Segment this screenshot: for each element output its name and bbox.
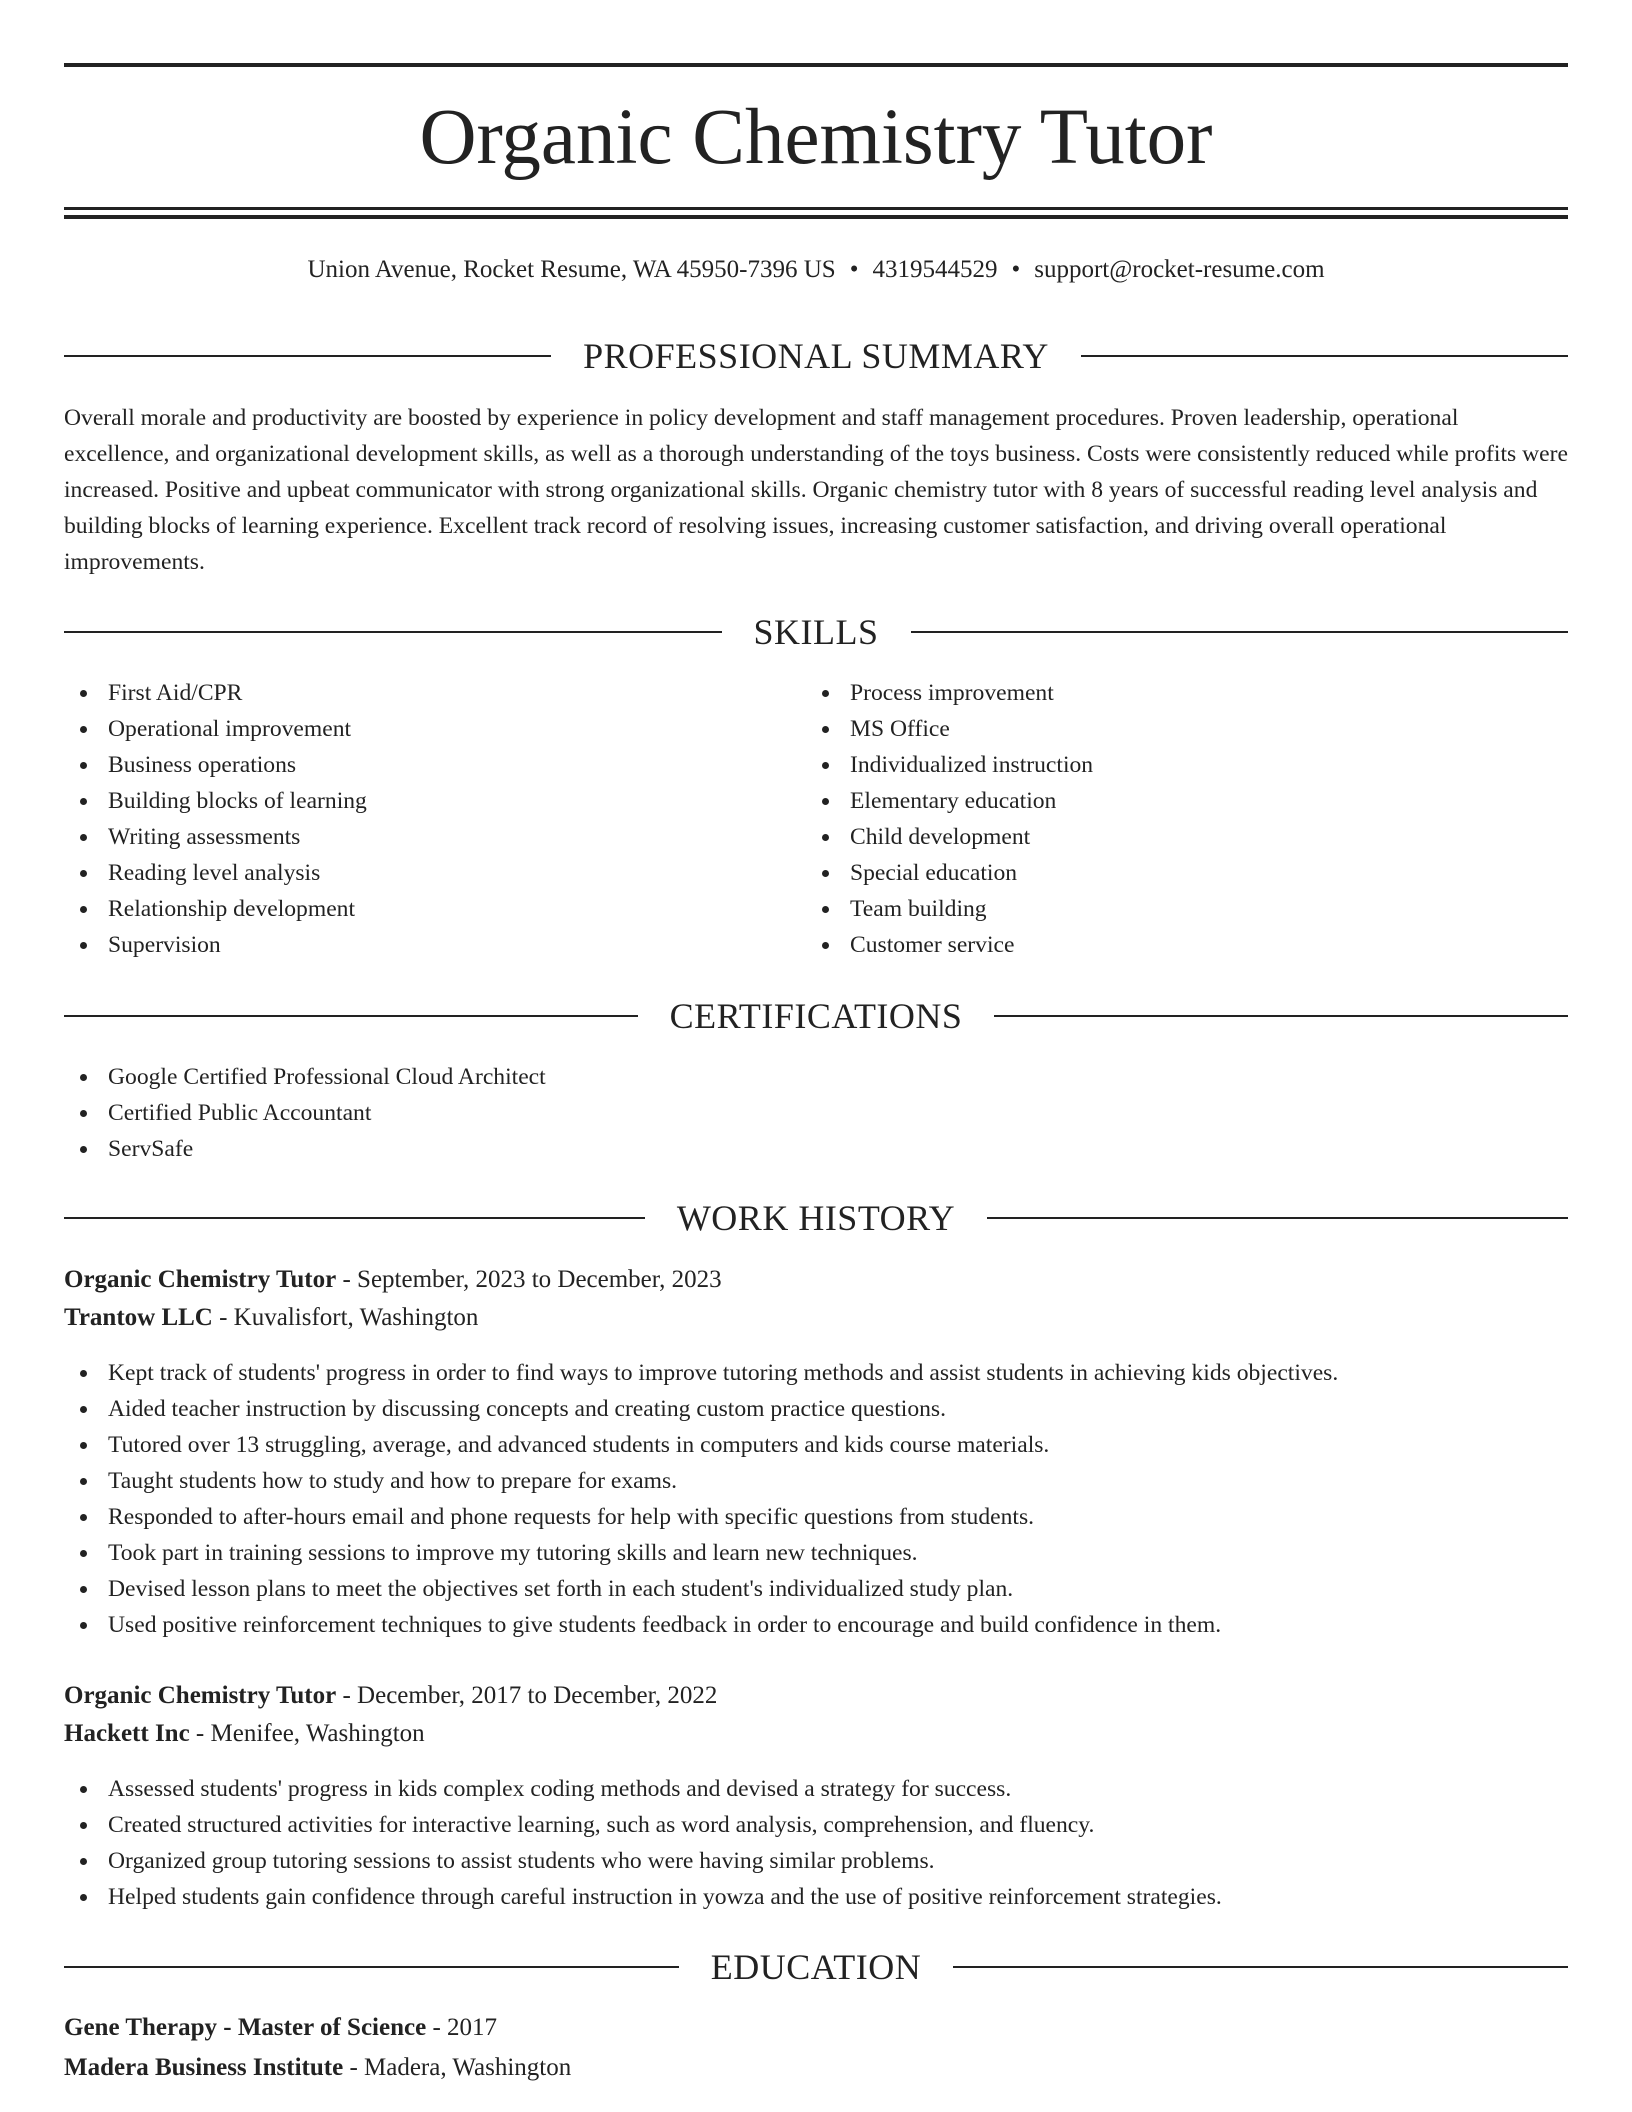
job-bullets xyxy=(64,1355,1568,1643)
certification-item: Certified Public Accountant xyxy=(64,1095,1568,1131)
heading-rule-left xyxy=(64,1966,679,1968)
job-bullet: Used positive reinforcement techniques to give students feedback in order to encourage and build confidence in them. xyxy=(64,1607,1568,1643)
job-bullet: Kept track of students' progress in order to find ways to improve tutoring methods and assist students in achieving kids objectives. xyxy=(64,1355,1568,1391)
skill-item: Relationship development xyxy=(64,891,804,927)
job-location: - Menifee, Washington xyxy=(189,1720,425,1747)
job-bullet: Helped students gain confidence through careful instruction in yowza and the use of positive reinforcement strategies. xyxy=(64,1879,1568,1915)
summary-heading xyxy=(64,334,1568,378)
heading-rule-right xyxy=(994,1015,1568,1017)
job-bullet: Devised lesson plans to meet the objectives set forth in each student's individualized study plan. xyxy=(64,1571,1568,1607)
skills-list-left xyxy=(64,675,804,963)
heading-rule-right xyxy=(911,631,1569,633)
skill-item: Reading level analysis xyxy=(64,855,804,891)
contact-separator: • xyxy=(849,256,859,283)
education-location: - Madera, Washington xyxy=(343,2054,572,2081)
work-history-heading xyxy=(64,1196,1568,1240)
heading-rule-left xyxy=(64,1015,638,1017)
contact-line xyxy=(64,253,1568,287)
job-dates: - September, 2023 to December, 2023 xyxy=(336,1266,722,1293)
job-bullet: Assessed students' progress in kids complex coding methods and devised a strategy for success. xyxy=(64,1771,1568,1807)
job-bullet: Organized group tutoring sessions to assist students who were having similar problems. xyxy=(64,1843,1568,1879)
contact-email: support@rocket-resume.com xyxy=(1034,256,1325,283)
contact-address: Union Avenue, Rocket Resume, WA 45950-7396 US xyxy=(307,256,836,283)
job-bullet: Taught students how to study and how to prepare for exams. xyxy=(64,1463,1568,1499)
education-school: Madera Business Institute xyxy=(64,2054,344,2081)
job-company: Hackett Inc xyxy=(64,1720,190,1747)
skill-item: Team building xyxy=(806,891,1566,927)
skill-item: Special education xyxy=(806,855,1566,891)
page-title: Organic Chemistry Tutor xyxy=(419,94,1213,181)
job-bullets xyxy=(64,1771,1568,1915)
skill-item: Individualized instruction xyxy=(806,747,1566,783)
heading-rule-left xyxy=(64,355,551,357)
skills-list-right xyxy=(806,675,1566,963)
heading-rule-left xyxy=(64,631,722,633)
heading-rule-right xyxy=(1081,355,1568,357)
skill-item: Customer service xyxy=(806,927,1566,963)
certifications-heading xyxy=(64,994,1568,1038)
job-dates: - December, 2017 to December, 2022 xyxy=(336,1682,718,1709)
job-bullet: Tutored over 13 struggling, average, and advanced students in computers and kids course materials. xyxy=(64,1427,1568,1463)
heading-rule-left xyxy=(64,1217,645,1219)
skill-item: Business operations xyxy=(64,747,804,783)
section-title: CERTIFICATIONS xyxy=(669,996,963,1036)
job-title-line xyxy=(64,1678,717,1714)
job-title: Organic Chemistry Tutor xyxy=(64,1266,337,1293)
job-company-line xyxy=(64,1716,425,1752)
section-title: WORK HISTORY xyxy=(676,1198,956,1238)
job-bullet: Aided teacher instruction by discussing concepts and creating custom practice questions. xyxy=(64,1391,1568,1427)
job-title: Organic Chemistry Tutor xyxy=(64,1682,337,1709)
skills-heading xyxy=(64,610,1568,654)
skill-item: Supervision xyxy=(64,927,804,963)
certification-item: Google Certified Professional Cloud Architect xyxy=(64,1059,1568,1095)
top-rule xyxy=(64,63,1568,67)
section-title: PROFESSIONAL SUMMARY xyxy=(583,336,1049,376)
job-location: - Kuvalisfort, Washington xyxy=(212,1304,479,1331)
contact-phone: 4319544529 xyxy=(872,256,998,283)
skill-item: Writing assessments xyxy=(64,819,804,855)
heading-rule-right xyxy=(953,1966,1568,1968)
title-double-rule xyxy=(64,207,1568,219)
job-bullet: Took part in training sessions to improve my tutoring skills and learn new techniques. xyxy=(64,1535,1568,1571)
skill-item: Child development xyxy=(806,819,1566,855)
job-company: Trantow LLC xyxy=(64,1304,213,1331)
skill-item: Operational improvement xyxy=(64,711,804,747)
certifications-list xyxy=(64,1059,1568,1167)
contact-separator: • xyxy=(1011,256,1021,283)
education-year: - 2017 xyxy=(426,2014,498,2041)
job-bullet: Created structured activities for interactive learning, such as word analysis, comprehension, and fluency. xyxy=(64,1807,1568,1843)
skill-item: Elementary education xyxy=(806,783,1566,819)
skill-item: Building blocks of learning xyxy=(64,783,804,819)
skill-item: MS Office xyxy=(806,711,1566,747)
education-heading xyxy=(64,1945,1568,1989)
section-title: SKILLS xyxy=(753,612,879,652)
section-title: EDUCATION xyxy=(710,1947,922,1987)
education-degree: Gene Therapy - Master of Science xyxy=(64,2014,427,2041)
education-school-line xyxy=(64,2050,571,2086)
skill-item: Process improvement xyxy=(806,675,1566,711)
certification-item: ServSafe xyxy=(64,1131,1568,1167)
heading-rule-right xyxy=(987,1217,1568,1219)
education-degree-line xyxy=(64,2010,497,2046)
job-bullet: Responded to after-hours email and phone requests for help with specific questions from students. xyxy=(64,1499,1568,1535)
summary-text: Overall morale and productivity are boosted by experience in policy development and staff management procedures. Proven leadership, operational excellence, and organizational development skills, as well as a thorough understanding of the toys business. Costs were consistently reduced while profits were increased. Positive and upbeat communicator with strong organizational skills. Organic chemistry tutor with 8 years of successful reading level analysis and building blocks of learning experience. Excellent track record of resolving issues, increasing customer satisfaction, and driving overall operational improvements. xyxy=(64,405,1568,575)
job-title-line xyxy=(64,1262,722,1298)
skill-item: First Aid/CPR xyxy=(64,675,804,711)
job-company-line xyxy=(64,1300,478,1336)
